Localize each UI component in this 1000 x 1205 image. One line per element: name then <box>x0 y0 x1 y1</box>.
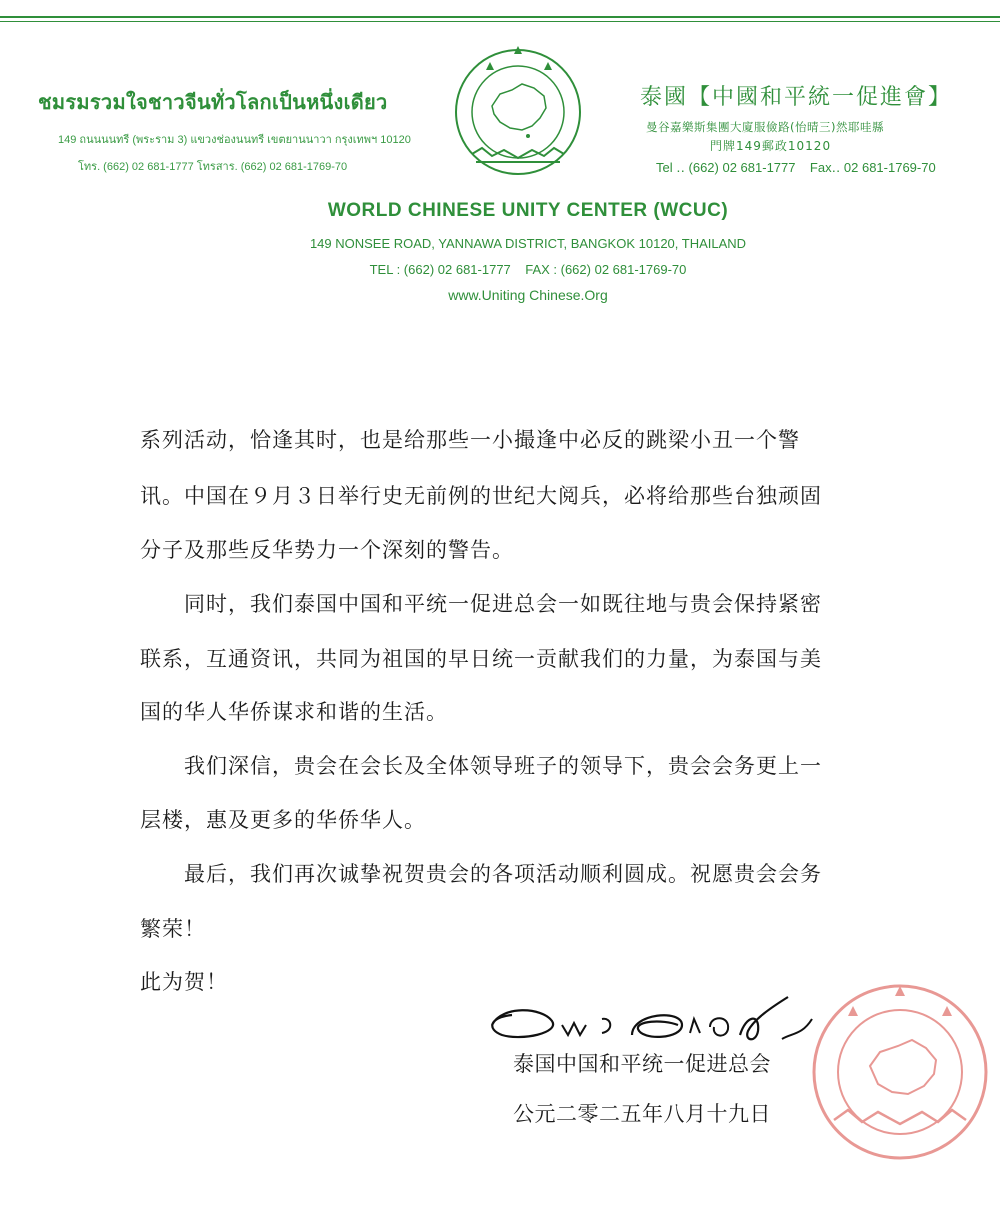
closing-organization: 泰国中国和平统一促进总会 <box>513 1052 771 1076</box>
chinese-phone: Tel ‥ (662) 02 681-1777 Fax‥ 02 681-1769-70 <box>656 160 936 175</box>
body-line: 同时，我们泰国中国和平统一促进总会一如既往地与贵会保持紧密 <box>140 592 822 616</box>
english-address: 149 NONSEE ROAD, YANNAWA DISTRICT, BANGKOK 10120, THAILAND <box>309 236 747 251</box>
thai-org-name: ชมรมรวมใจชาวจีนทั่วโลกเป็นหนึ่งเดียว <box>38 92 388 114</box>
chinese-address: 曼谷嘉樂斯集團大廈服儉路(怡晴三)然耶哇縣 <box>646 120 884 134</box>
body-line: 系列活动，恰逢其时，也是给那些一小撮逢中必反的跳梁小丑一个警 <box>140 428 800 452</box>
body-line: 联系，互通资讯，共同为祖国的早日统一贡献我们的力量，为泰国与美 <box>140 647 822 671</box>
body-line: 最后，我们再次诚挚祝贺贵会的各项活动顺利圆成。祝愿贵会会务 <box>140 862 822 886</box>
english-org-name: WORLD CHINESE UNITY CENTER (WCUC) <box>327 200 729 221</box>
official-seal-icon <box>808 980 993 1165</box>
body-line: 我们深信，贵会在会长及全体领导班子的领导下，贵会会务更上一 <box>140 754 822 778</box>
website-link[interactable]: www.Uniting Chinese.Org <box>448 287 608 303</box>
header-rule <box>0 16 1000 18</box>
thai-phone: โทร. (662) 02 681-1777 โทรสาร. (662) 02 681-1769-70 <box>78 161 348 173</box>
english-phone: TEL : (662) 02 681-1777 FAX : (662) 02 681-1769-70 <box>369 262 687 277</box>
thai-letterhead <box>38 86 448 175</box>
closing-date: 公元二零二五年八月十九日 <box>513 1102 771 1126</box>
emblem-logo-icon <box>452 44 584 184</box>
body-line: 分子及那些反华势力一个深刻的警告。 <box>140 538 514 562</box>
body-line: 讯。中国在９月３日举行史无前例的世纪大阅兵，必将给那些台独顽固 <box>140 484 822 508</box>
chinese-org-name: 泰國【中國和平統一促進會】 <box>640 85 953 110</box>
chinese-postbox: 門牌149郵政10120 <box>710 139 832 153</box>
header-rule-thin <box>0 21 1000 22</box>
body-line: 繁荣！ <box>140 917 206 941</box>
body-line: 国的华人华侨谋求和谐的生活。 <box>140 700 448 724</box>
thai-address: 149 ถนนนนทรี (พระราม 3) แขวงช่องนนทรี เขตยานนาวา กรุงเทพฯ 10120 <box>58 134 411 146</box>
body-line: 层楼，惠及更多的华侨华人。 <box>140 808 426 832</box>
body-line: 此为贺！ <box>140 970 228 994</box>
chinese-letterhead <box>640 80 980 176</box>
